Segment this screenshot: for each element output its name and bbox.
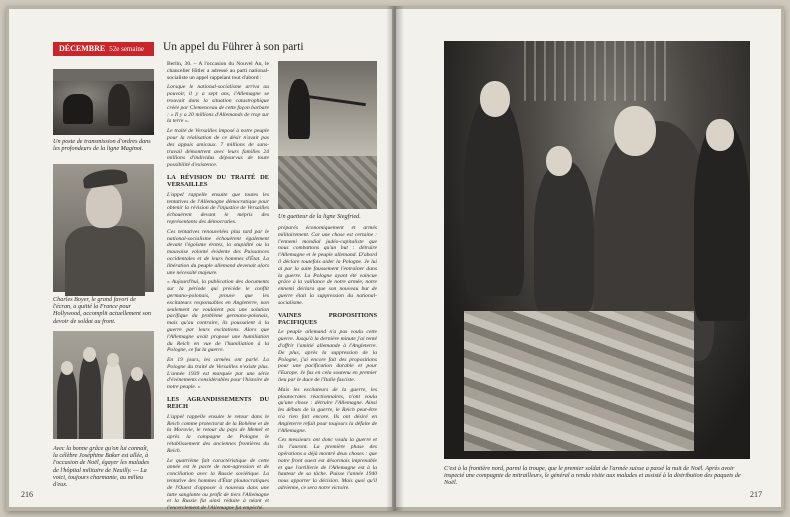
caption-hospital-visit: Avec la bonne grâce qu'on lui connaît, la célèbre Joséphine Baker est allée, à l'occasion de Noël, égayer les malades de l'hôpital militaire de Neuilly. — La voici, toujours charmante, au milieu d'eux.: [53, 445, 150, 489]
page-number-left: 216: [21, 490, 33, 499]
section-heading: LA RÉVISION DU TRAITÉ DE VERSAILLES: [167, 173, 269, 189]
paragraph: Le traité de Versailles imposé à notre peuple pour la réalisation de ce désir n'avait pas des appuis amicaux. 7 millions de sans-travail démontrent avec leurs familles 24 millions d'individus dépourvus de toute possibilité d'existence.: [167, 128, 269, 169]
photo-general-christmas: [444, 41, 750, 459]
paragraph: Berlin, 30. – A l'occasion du Nouvel An, le chancelier Hitler a adressé au parti national-socialiste un appel rappelant tout d'abord :: [167, 61, 269, 81]
paragraph: Le peuple allemand n'a pas voulu cette guerre. Jusqu'à la dernière minute j'ai tenté d'offrir l'amitié allemande à l'Angleterre. De plus, après la suppression de la Pologne, j'ai encore fait des propositions pour une pacification durable et pour l'Europe. Je fus en cela soutenu en premier lieu par le duce de l'Italie fasciste.: [278, 329, 377, 383]
paragraph: Mais les excitateurs de la guerre, les ploutocrates réactionnaires, n'ont voulu qu'une chose : détruire l'Allemagne. Ainsi les débuts de la guerre, le Reich peut-être n'a rien fait encore. Ils ont désiré en Angleterre refait pour toujours la défaite de l'Allemagne.: [278, 386, 377, 434]
paragraph: préparés économiquement et armés militairement. Car une chose est certaine : l'ennemi mondial judéo-capitaliste que nous combattons qu'un but : détruire l'Allemagne et le peuple allemand. D'abord il déclare toutefois aider la Pologne. Je lui ai par la suite faussement l'entraîner dans la guerre. La Pologne ayant été vaincue grâce à la vaillance de notre armée, notre ennemi déclara que son nouveau but de guerre était la suppression du national-socialisme.: [278, 225, 377, 306]
photo-siegfried-lookout: [278, 61, 377, 209]
text-column-1: [167, 61, 269, 512]
photo-soldier-portrait: [53, 164, 154, 292]
text-column-2: [278, 225, 377, 491]
paragraph: Lorsque le national-socialisme arriva au pouvoir, il y a sept ans, l'Allemagne se trouvait dans la situation catastrophique créée par Clemenceau de cette façon barbare : « Il y a 20 millions d'Allemands de trop sur la terre ».: [167, 84, 269, 125]
article-title: Un appel du Führer à son parti: [163, 41, 304, 53]
paragraph: L'appel rappelle ensuite le retour dans le Reich comme protectorat de la Bohême et de la Moravie, le retour du pays de Memel et après la campagne de Pologne le rétablissement des anciennes frontières du Reich.: [167, 413, 269, 454]
open-book: [6, 6, 784, 511]
left-page: [9, 9, 392, 512]
month-badge: [53, 42, 154, 56]
week-label: 52e semaine: [109, 45, 145, 53]
section-heading: LES AGRANDISSEMENTS DU REICH: [167, 396, 269, 411]
paragraph: L'appel rappelle ensuite que toutes les tentatives de l'Allemagne démocratique pour obtenir la révision de l'injustice de Versailles échouèrent devant le mépris des représentants des démocraties.: [167, 191, 269, 225]
right-page: [396, 9, 781, 507]
paragraph: Le quatrième fait caractéristique de cette année est le pacte de non-agression et de conciliation avec la Russie soviétique. La tentative des hommes d'État ploutocratiques de l'Ouest d'opposer à nouveau dans une lutte sanglante ou profit de tiers l'Allemagne et la Russie fut ainsi réduite à néant et l'encerclement de l'Allemagne fut empêché.: [167, 457, 269, 512]
paragraph: Ces tentatives renouvelées plus tard par le national-socialisme échouèrent également devant l'égoïsme érotez, la stupidité ou la mauvaise volonté évidente des Puissances occidentales et de leurs hommes d'État. La libération du peuple allemand devenait alors une nécessité majeure.: [167, 228, 269, 276]
paragraph: « Aujourd'hui, la publication des documents sur la période qui précède le conflit germano-polonais, prouve que les excitateurs responsables en Angleterre, non seulement ne voulaient pas une solution pacifique du problème germano-polonais, mais qu'au contraire, ils poussaient à la guerre par leurs excitations. Alors que l'Allemagne avait proposé une humiliation du Reich en vue de l'humiliation à la Pologne, ce fut la guerre.: [167, 279, 269, 354]
caption-general-christmas: C'est à la frontière nord, parmi la troupe, que le premier soldat de l'armée suisse a passé la nuit de Noël. Après avoir inspecté une compagnie de mitrailleurs, le général a rendu visite aux malades et assisté à la distribution des paquets de Noël.: [444, 465, 741, 487]
page-number-right: 217: [750, 490, 762, 499]
paragraph: Ces messieurs ont donc voulu la guerre et ils l'auront. La première phase des opérations a déjà montré deux choses : que notre front ouest est désormais imprenable et que l'artillerie de l'Allemagne est à la hauteur de sa tâche. Puisse l'année 1940 nous apporter la décision. Mais quoi qu'il advienne, ce sera notre victoire.: [278, 437, 377, 491]
photo-hospital-visit: [53, 331, 154, 439]
photo-radio-station: [53, 69, 154, 135]
month-label: DÉCEMBRE: [59, 44, 106, 53]
section-heading: VAINES PROPOSITIONS PACIFIQUES: [278, 311, 377, 326]
paragraph: En 19 jours, les armées ont parlé. La Pologne du traité de Versailles n'existe plus. L'année 1939 est marquée par une série d'événements considérables pour l'histoire de notre peuple. »: [167, 357, 269, 391]
caption-siegfried-lookout: Un guetteur de la ligne Siegfried.: [278, 213, 361, 220]
caption-soldier-portrait: Charles Boyer, le grand favori de l'écran, a quitté la France pour Hollywood, accomplit actuellement son devoir de soldat au front.: [53, 296, 151, 325]
caption-radio-station: Un poste de transmission d'ordres dans les profondeurs de la ligne Maginot.: [53, 138, 151, 153]
